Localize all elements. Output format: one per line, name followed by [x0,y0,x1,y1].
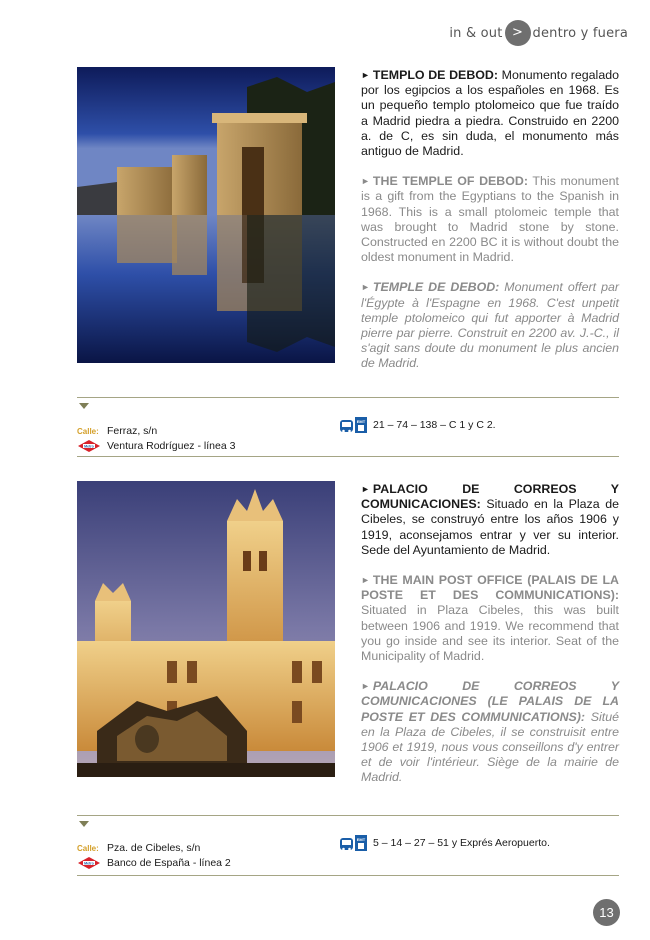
bullet-triangle-icon: ► [361,484,370,494]
temple-es-paragraph [361,68,619,159]
palacio-fr-body: Situé en la Plaza de Cibeles, il se construisit entre 1906 et 1919, nous vous conseillons d'y entrer et de voir l'intérieur. Siège de la mairie de Madrid. [361,709,620,785]
palacio-bus [339,834,550,852]
temple-bus [339,416,496,434]
page-number-badge: 13 [593,899,620,926]
palacio-en-heading: THE MAIN POST OFFICE (PALAIS DE LA POSTE ET DES COMMUNICATIONS): [361,573,619,603]
palacio-en-paragraph [361,573,619,664]
temple-address [77,425,157,437]
calle-label: Calle: [77,843,99,853]
bullet-triangle-icon: ► [361,681,370,692]
section1-bottom-divider [77,456,619,457]
header-right: dentro y fuera [532,25,628,41]
emt-logo-text: EMT [356,837,366,842]
section1-top-divider [77,397,619,398]
palacio-en-body: Situated in Plaza Cibeles, this was built between 1906 and 1919. We recommend that you go inside and see its interior. Seat of the Municipality of Madrid. [361,603,619,664]
section1-triangle-marker [79,403,89,409]
palacio-metro [77,856,231,870]
page-header [449,18,628,48]
temple-fr-body: Monument offert par l'Égypte à l'Espagne en 1968. C'est unpetit temple ptolomeico qui fut apporter à Madrid pierre par pierre. Construit en 2200 av. J.-C., il s'agit sans doute du monument le plus ancien de Madrid. [361,280,619,371]
palacio-fr-heading: PALACIO DE CORREOS Y COMUNICACIONES (LE PALAIS DE LA POSTE ET DES COMMUNICATIONS): [361,679,619,724]
metro-logo-icon [77,439,101,453]
palacio-es-body: Situado en la Plaza de Cibeles, se construyó entre los años 1906 y 1919, aconsejamos entrar y ver su interior. Sede del Ayuntamiento de Madrid. [361,497,619,557]
temple-es-heading: TEMPLO DE DEBOD: [372,68,498,82]
temple-fr-paragraph [361,280,619,371]
temple-address-text: Ferraz, s/n [107,425,158,437]
bullet-triangle-icon: ► [361,282,370,293]
metro-logo-text: Metro [84,444,94,449]
bullet-triangle-icon: ► [361,176,370,187]
metro-logo-text: Metro [84,861,94,866]
section2-triangle-marker [79,821,89,827]
palacio-fr-paragraph [361,679,619,785]
palacio-es-heading: PALACIO DE CORREOS Y COMUNICACIONES: [361,482,619,512]
bus-emt-icon [339,834,369,852]
metro-logo-icon [77,856,101,870]
temple-metro-text: Ventura Rodríguez - línea 3 [107,440,236,452]
palacio-address-text: Pza. de Cibeles, s/n [107,842,201,854]
section2-top-divider [77,815,619,816]
temple-of-debod-photo [77,67,335,363]
palacio-cibeles-photo [77,481,335,777]
calle-label: Calle: [77,426,99,436]
temple-bus-text: 21 – 74 – 138 – C 1 y C 2. [373,419,496,431]
temple-es-body: Monumento regalado por los egipcios a los españoles en 1968. Es un pequeño templo ptolomeico que fue traído a Madrid piedra a piedra. Construido en 2200 a. de C, es sin duda, el monumento más antiguo de Madrid. [361,68,619,159]
temple-fr-heading: TEMPLE DE DEBOD: [372,280,500,295]
header-left: in & out [449,25,503,41]
temple-en-paragraph [361,174,619,265]
section-palacio-text [361,482,619,801]
emt-logo-text: EMT [356,419,366,424]
palacio-metro-text: Banco de España - línea 2 [107,857,231,869]
palacio-address [77,842,200,854]
palacio-es-paragraph [361,482,619,558]
section-temple-text [361,68,619,387]
bullet-triangle-icon: ► [361,575,370,586]
temple-metro [77,439,235,453]
bus-emt-icon [339,416,369,434]
palacio-bus-text: 5 – 14 – 27 – 51 y Exprés Aeropuerto. [373,837,550,849]
header-gt-badge: > [505,20,531,46]
section2-bottom-divider [77,875,619,876]
temple-en-heading: THE TEMPLE OF DEBOD: [372,174,528,189]
temple-en-body: This monument is a gift from the Egyptians to the Spanish in 1968. This is a small ptolomeic temple that was brought to Madrid stone by stone. Constructed en 2200 BC it is without doubt the oldest monument in Madrid. [361,174,619,265]
bullet-triangle-icon: ► [361,70,370,80]
